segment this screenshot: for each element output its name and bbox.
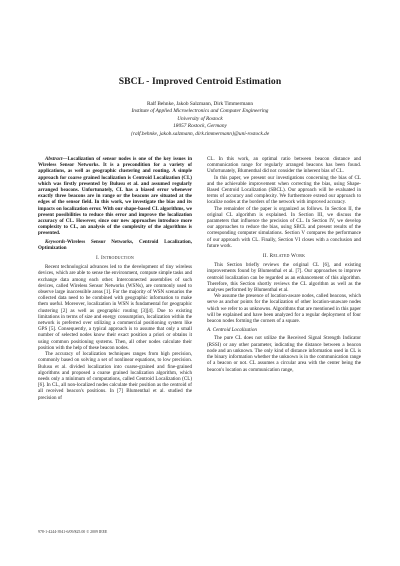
section-heading-related-work: II. Related Work (262, 253, 306, 260)
keywords-lead: Keywords (45, 238, 66, 245)
affiliation-institute: Institute of Applied Microelectronics and Computer Engineering (131, 108, 269, 115)
affiliation-university: University of Rostock (177, 115, 223, 122)
author-names: Ralf Behnke, Jakob Salzmann, Dirk Timmermann (146, 101, 254, 107)
intro-paragraph-4: The remainder of the paper is organized as follows. In Section II, the original CL algorithm is explained. In Section III, we discuss the parameters that influence the precision of CL. In Section IV, we develop our approaches to reduce the bias, using SBCL and present results of the corresponding computer simulations. Section V compares the performance of our approach with CL. Finally, Section VI closes with a conclusion and future work. (207, 205, 361, 249)
copyright-footer: 978-1-4244-3941-6/09/$25.00 © 2009 IEEE (38, 530, 108, 534)
abstract-text: Localization of sensor nodes is one of the key issues in Wireless Sensor Networks. It is a precondition for a variety of applications, as well as geographic clustering and routing. A simple approach for coarse grained localization is Centroid Localization (CL) which was firstly presented by Bulusu et al. and assumed regularly arranged beacons. Unfortunately, CL has a biased error whenever exactly three beacons are in range or the beacons are situated at the edges of the sensor field. In this work, we investigate the bias and its impacts on localization error. With our shape-based CL algorithms, we present possibilities to reduce this error and improve the localization accuracy of CL. However, since our new approaches introduce more complexity to CL, an analysis of the complexity of the algorithms is presented. (38, 156, 192, 237)
paper-title: SBCL - Improved Centroid Estimation (118, 76, 282, 87)
abstract (38, 156, 192, 237)
intro-paragraph-3: In this paper, we present our investigations concerning the bias of CL and the achievable improvement when correcting the bias, using Shape-Based Centroid Localization (SBCL). Our approach will be evaluated in terms of accuracy and complexity. We furthermore extend our approach to localize nodes at the borders of the network with improved accuracy. (207, 174, 361, 206)
section-heading-introduction: I. Introduction (96, 255, 134, 262)
keywords (38, 239, 192, 251)
author-emails: {ralf.behnke, jakob.salzmann, dirk.timmermann}@uni-rostock.de (130, 130, 270, 137)
related-paragraph-1: This Section briefly reviews the original CL [6], and existing improvements found by Blumenthal et al. [7]. Our approaches to improve centroid localization can be regarded as an enhancement of this algorithm. Therefore, this Section shortly reviews the CL algorithm as well as the analyses performed by Blumenthal et al. (207, 262, 361, 294)
author-block (0, 101, 400, 138)
intro-paragraph-2: The accuracy of localization techniques ranges from high precision, commonly based on solving a set of nonlinear equations, to low precision. Bulusu et al. divided localization into coarse-grained and fine-grained algorithms and proposed a coarse grained localization algorithm, which needs only a minimum of computations, called Centroid Localization (CL) [6]. In CL, all non-localized nodes calculate their position as the centroid of all received beacon's positions. In [7] Blumenthal et al. studied the precision of (38, 351, 192, 401)
left-column (38, 156, 192, 401)
subsection-heading-centroid-localization: A. Centroid Localization (207, 327, 257, 334)
abstract-lead: Abstract— (45, 156, 68, 162)
cl-paragraph-1: The pure CL does not utilize the Received Signal Strength Indicator (RSSI) or any other parameter, indicating the distance between a beacon node and an unknown. The only kind of distance information used in CL is the binary information whether the unknown is in the communication range of a beacon or not. CL assumes a circular area with the center being the beacon's location as communication range, (207, 335, 361, 373)
affiliation-address: 18057 Rostock, Germany (173, 123, 227, 130)
intro-paragraph-2-continued: CL. In this work, an optimal ratio between beacon distance and communication range for regularly arranged beacons has been found. Unfortunately, Blumenthal did not consider the inherent bias of CL. (207, 156, 361, 175)
related-paragraph-2: We assume the presence of location-aware nodes, called beacons, which serve as anchor points for the localization of other location-unaware nodes which we refer to as unknowns. Algorithms that are mentioned in this paper will be explained and have been analyzed for a regular deployment of four beacon nodes forming the corners of a square. (207, 293, 361, 325)
keywords-text: -Wireless Sensor Networks, Centroid Localization, Optimization (38, 238, 192, 251)
intro-paragraph-1: Recent technological advances led to the development of tiny wireless devices, which are able to sense the environment, compute simple tasks and exchange data among each other. Interconnected assemblies of such devices, called Wireless Sensor Networks (WSNs), are commonly used to observe large inaccessible areas [1]. For the majority of WSN scenarios the collected data need to be combined with geographic information to make them useful. Moreover, localization in WSN is fundamental for geographic clustering [2] as well as geographic routing [3][4]. Due to existing limitations in terms of size and energy consumption, localization within the network is preferred over utilizing a commercial positioning system like GPS [5]. Consequently, a typical approach is to assume that only a small number of selected nodes know their exact position a priori or obtains it using common positioning systems. Then, all other nodes calculate their position with the help of these beacon nodes. (38, 264, 192, 351)
right-column (207, 156, 361, 373)
